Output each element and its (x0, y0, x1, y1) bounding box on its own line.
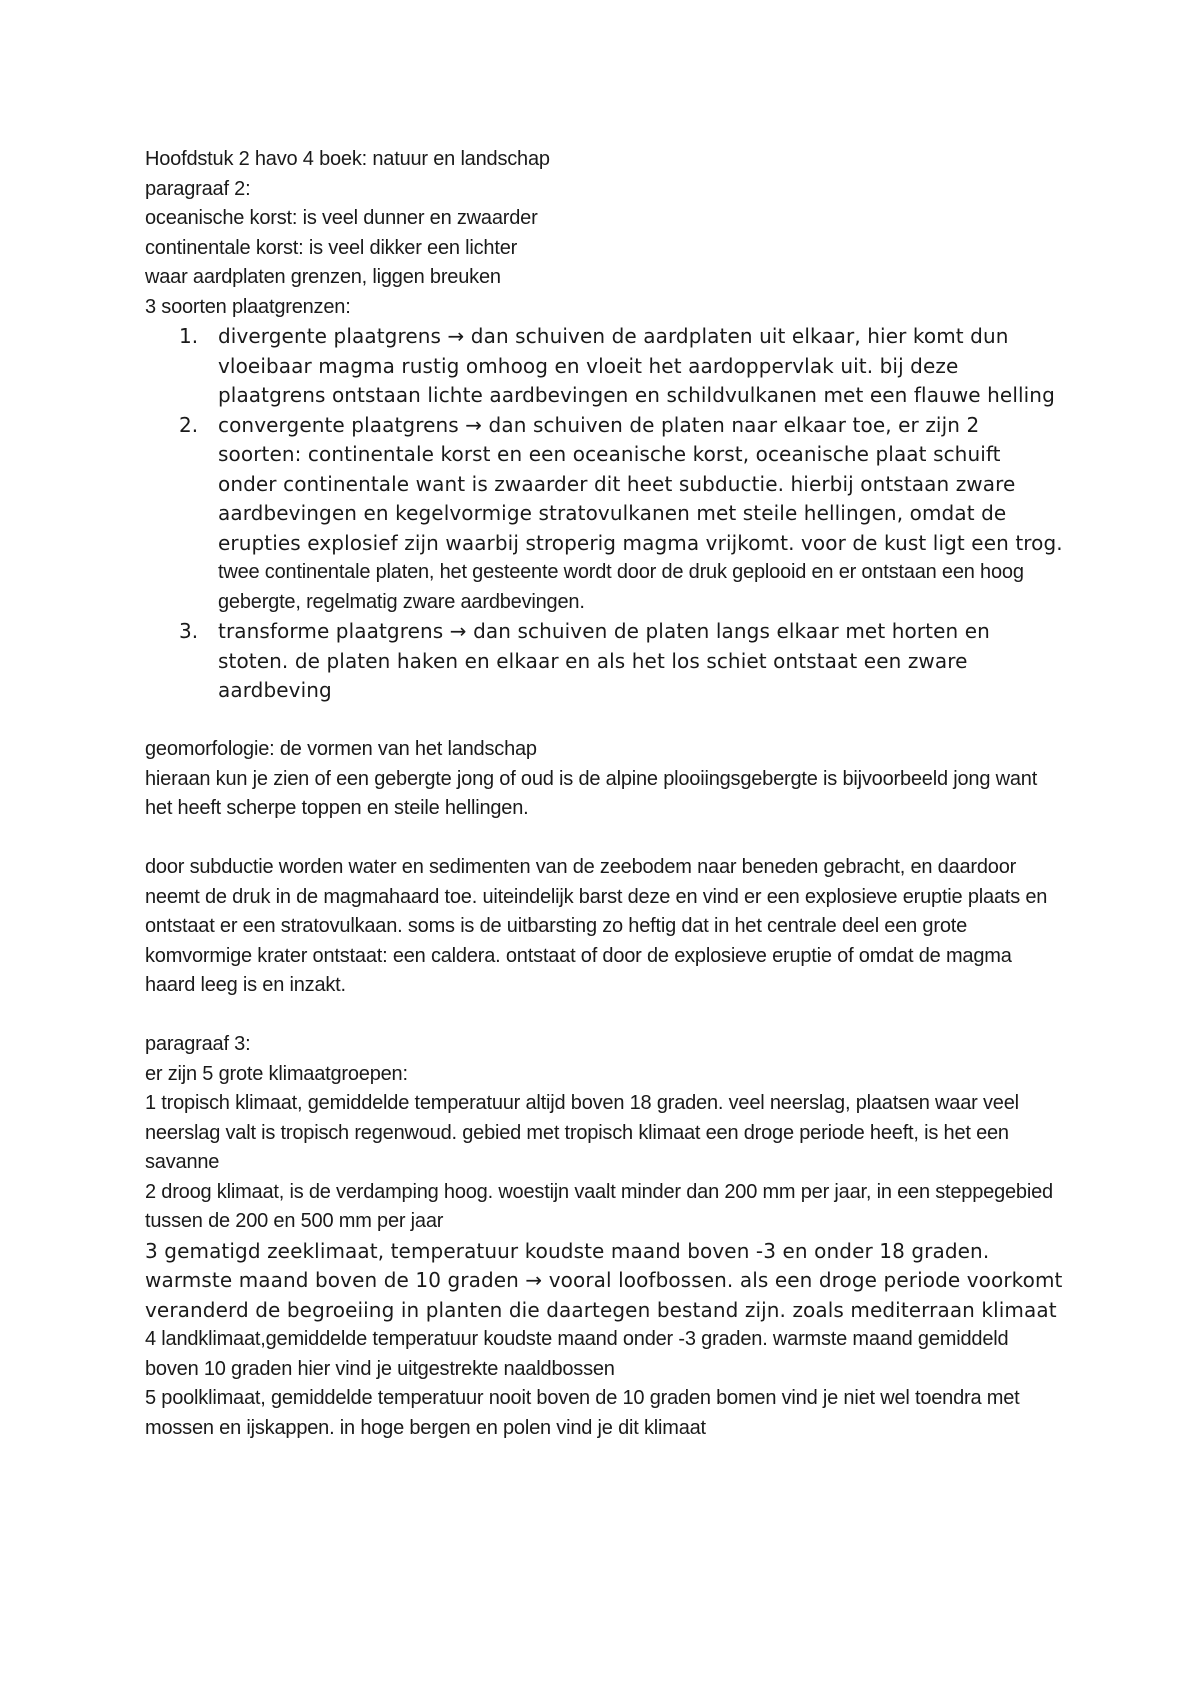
document-body (145, 145, 1065, 1443)
list-item-text: divergente plaatgrens → dan schuiven de aardplaten uit elkaar, hier komt dun vloeibaar magma rustig omhoog en vloeit het aardoppervlak uit. bij deze plaatgrens ontstaan lichte aardbevingen en schildvulkanen met een flauwe helling (218, 324, 1055, 407)
climate-item: 3 gematigd zeeklimaat, temperatuur koudste maand boven -3 en onder 18 graden. warmste maand boven de 10 graden → vooral loofbossen. als een droge periode voorkomt veranderd de begroeiing in planten die daartegen bestand zijn. zoals mediterraan klimaat (145, 1238, 1063, 1322)
climate-item: 4 landklimaat,gemiddelde temperatuur koudste maand onder -3 graden. warmste maand gemiddeld boven 10 graden hier vind je uitgestrekte naaldbossen (145, 1328, 1009, 1380)
list-item-text: convergente plaatgrens → dan schuiven de platen naar elkaar toe, er zijn 2 soorten: continentale korst en een oceanische korst, oceanische plaat schuift onder continentale want is zwaarder dit heet subductie. hierbij ontstaan zware aardbevingen en kegelvormige stratovulkanen met steile hellingen, omdat de erupties explosief zijn waarbij stroperig magma vrijkomt. voor de kust ligt een trog. (218, 412, 1063, 555)
subductie-paragraph: door subductie worden water en sedimenten van de zeebodem naar beneden gebracht, en daardoor neemt de druk in de magmahaard toe. uiteindelijk barst deze en vind er een explosieve eruptie plaats en ontstaat er een stratovulkaan. soms is de uitbarsting zo heftig dat in het centrale deel een grote komvormige krater ontstaat: een caldera. ontstaat of door de explosieve eruptie of omdat de magma haard leeg is en inzakt. (145, 856, 1048, 996)
climate-item: 5 poolklimaat, gemiddelde temperatuur nooit boven de 10 graden bomen vind je niet wel toendra met mossen en ijskappen. in hoge bergen en polen vind je dit klimaat (145, 1387, 1020, 1439)
climate-intro: er zijn 5 grote klimaatgroepen: (145, 1062, 408, 1085)
list-number: 1. (179, 324, 199, 348)
list-number: 3. (179, 619, 199, 643)
list-item-extra: twee continentale platen, het gesteente wordt door de druk geplooid en er ontstaan een hoog gebergte, regelmatig zware aardbevingen. (218, 561, 1024, 613)
section-heading-paragraaf-2: paragraaf 2: (145, 177, 251, 200)
geomorfologie-line: geomorfologie: de vormen van het landschap (145, 738, 537, 760)
list-intro: 3 soorten plaatgrenzen: (145, 295, 351, 318)
list-item (145, 411, 1065, 618)
climate-item: 2 droog klimaat, is de verdamping hoog. woestijn vaalt minder dan 200 mm per jaar, in een steppegebied tussen de 200 en 500 mm per jaar (145, 1180, 1053, 1232)
climate-item: 1 tropisch klimaat, gemiddelde temperatuur altijd boven 18 graden. veel neerslag, plaatsen waar veel neerslag valt is tropisch regenwoud. gebied met tropisch klimaat een droge periode heeft, is het een savanne (145, 1092, 1019, 1173)
geomorfologie-line: hieraan kun je zien of een gebergte jong of oud is de alpine plooiingsgebergte is bijvoorbeeld jong want het heeft scherpe toppen en steile hellingen. (145, 767, 1038, 819)
list-item-text: transforme plaatgrens → dan schuiven de platen langs elkaar met horten en stoten. de platen haken en elkaar en als het los schiet ontstaat een zware aardbeving (218, 619, 990, 702)
list-item (145, 322, 1065, 411)
spacer (145, 1001, 1065, 1031)
section-heading-paragraaf-3: paragraaf 3: (145, 1033, 251, 1055)
plate-boundary-list (145, 322, 1065, 706)
document-title: Hoofdstuk 2 havo 4 boek: natuur en landschap (145, 148, 550, 170)
list-number: 2. (179, 412, 199, 437)
spacer (145, 824, 1065, 854)
list-item (145, 617, 1065, 706)
spacer (145, 706, 1065, 736)
text-line: continentale korst: is veel dikker een lichter (145, 236, 518, 259)
text-line: oceanische korst: is veel dunner en zwaarder (145, 207, 538, 229)
text-line: waar aardplaten grenzen, liggen breuken (145, 266, 501, 288)
